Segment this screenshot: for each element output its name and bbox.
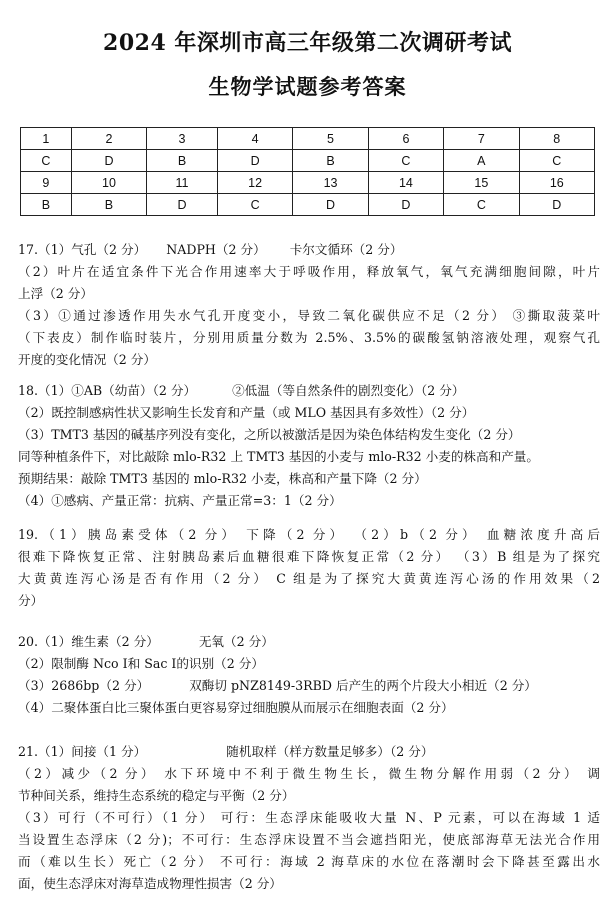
answer-cell: D (147, 194, 218, 216)
answer-line: （3）①通过渗透作用失水气孔开度变小，导致二氧化碳供应不足（2 分） ③撕取菠菜叶 (18, 308, 600, 323)
answer-line: 当设置生态浮床（2 分)；不可行：生态浮床设置不当会遮挡阳光，使底部海草无法光合作用 (18, 832, 600, 847)
answer-cell: A (444, 150, 519, 172)
answer-cell: B (147, 150, 218, 172)
answer-line: 分） (18, 593, 44, 608)
question-number-cell: 3 (147, 128, 218, 150)
answer-line: 19.（1）胰岛素受体（2 分） 下降（2 分） （2）b（2 分） 血糖浓度升高后 (18, 527, 600, 542)
question-number-cell: 6 (368, 128, 443, 150)
answer-row (21, 194, 595, 216)
answer-line: 21.（1）间接（1 分） 随机取样（样方数量足够多）（2 分） (18, 744, 434, 759)
answer-line: 20.（1）维生素（2 分） 无氧（2 分） (18, 634, 274, 649)
answer-line: （2）限制酶 Nco Ⅰ和 Sac Ⅰ的识别（2 分） (18, 656, 264, 671)
question-number-cell: 11 (147, 172, 218, 194)
question-number-cell: 15 (444, 172, 519, 194)
answer-cell: C (444, 194, 519, 216)
answer-line: 大黄黄连泻心汤是否有作用（2 分） C 组是为了探究大黄黄连泻心汤的作用效果（2 (18, 571, 600, 586)
question-number-cell: 14 (368, 172, 443, 194)
answer-line: （4）①感病、产量正常：抗病、产量正常=3：1（2 分） (18, 493, 342, 508)
answer-cell: C (217, 194, 292, 216)
answer-line: 节种间关系，维持生态系统的稳定与平衡（2 分） (18, 788, 295, 803)
answer-cell: D (519, 194, 594, 216)
question-number-cell: 13 (293, 172, 368, 194)
answer-line: 17.（1）气孔（2 分） NADPH（2 分） 卡尔文循环（2 分） (18, 242, 403, 257)
answer-cell: B (71, 194, 146, 216)
question-number-cell: 10 (71, 172, 146, 194)
question-21-answer (18, 741, 600, 895)
question-number-cell: 4 (217, 128, 292, 150)
answer-cell: D (71, 150, 146, 172)
question-20-answer (18, 631, 600, 719)
answer-line: 而（难以生长）死亡（2 分） 不可行：海域 2 海草床的水位在落潮时会下降甚至露出水 (18, 854, 600, 869)
question-number-row (21, 172, 595, 194)
answer-cell: C (519, 150, 594, 172)
answer-cell: C (368, 150, 443, 172)
question-number-row (21, 128, 595, 150)
answer-cell: B (293, 150, 368, 172)
question-number-cell: 2 (71, 128, 146, 150)
question-number-cell: 16 (519, 172, 594, 194)
answer-line: 同等种植条件下，对比敲除 mlo-R32 上 TMT3 基因的小麦与 mlo-R32 小麦的株高和产量。 (18, 449, 539, 464)
answer-cell: C (21, 150, 72, 172)
answer-line: 预期结果：敲除 TMT3 基因的 mlo-R32 小麦，株高和产量下降（2 分） (18, 471, 427, 486)
question-18-answer (18, 380, 600, 512)
answer-row (21, 150, 595, 172)
answer-line: （2）既控制感病性状又影响生长发育和产量（或 MLO 基因具有多效性）（2 分） (18, 405, 475, 420)
answer-line: （下表皮）制作临时装片，分别用质量分数为 2.5%、3.5%的碳酸氢钠溶液处理，观察气孔 (18, 330, 600, 345)
answer-cell: D (217, 150, 292, 172)
answer-line: （2）减少（2 分） 水下环境中不利于微生物生长，微生物分解作用弱（2 分） 调 (18, 766, 600, 781)
answer-cell: D (368, 194, 443, 216)
question-number-cell: 1 (21, 128, 72, 150)
question-17-answer (18, 239, 600, 371)
answer-line: （4）二聚体蛋白比三聚体蛋白更容易穿过细胞膜从而展示在细胞表面（2 分） (18, 700, 454, 715)
answer-line: 很难下降恢复正常、注射胰岛素后血糖很难下降恢复正常（2 分） （3）B 组是为了探究 (18, 549, 600, 564)
question-number-cell: 8 (519, 128, 594, 150)
answer-cell: D (293, 194, 368, 216)
question-19-answer (18, 524, 600, 612)
answer-line: 上浮（2 分） (18, 286, 93, 301)
question-number-cell: 5 (293, 128, 368, 150)
document-subtitle: 生物学试题参考答案 (208, 74, 407, 99)
question-number-cell: 9 (21, 172, 72, 194)
answer-line: 18.（1）①AB（幼苗）（2 分） ②低温（等自然条件的剧烈变化）（2 分） (18, 383, 465, 398)
answer-cell: B (21, 194, 72, 216)
question-number-cell: 12 (217, 172, 292, 194)
answer-line: （3）TMT3 基因的碱基序列没有变化，之所以被激活是因为染色体结构发生变化（2 分） (18, 427, 521, 442)
answer-line: 开度的变化情况（2 分） (18, 352, 156, 367)
answer-line: （3）可行（不可行）（1 分） 可行：生态浮床能吸收大量 N、P 元素，可以在海域 1 适 (18, 810, 600, 825)
answer-line: （3）2686bp（2 分） 双酶切 pNZ8149-3RBD 后产生的两个片段大小相近（2 分） (18, 678, 537, 693)
answer-line: 面，使生态浮床对海草造成物理性损害（2 分） (18, 876, 282, 891)
question-number-cell: 7 (444, 128, 519, 150)
document-title: 2024 年深圳市高三年级第二次调研考试 (103, 30, 512, 56)
answer-key-table (20, 127, 595, 216)
answer-line: （2）叶片在适宜条件下光合作用速率大于呼吸作用，释放氧气，氧气充满细胞间隙，叶片 (18, 264, 600, 279)
